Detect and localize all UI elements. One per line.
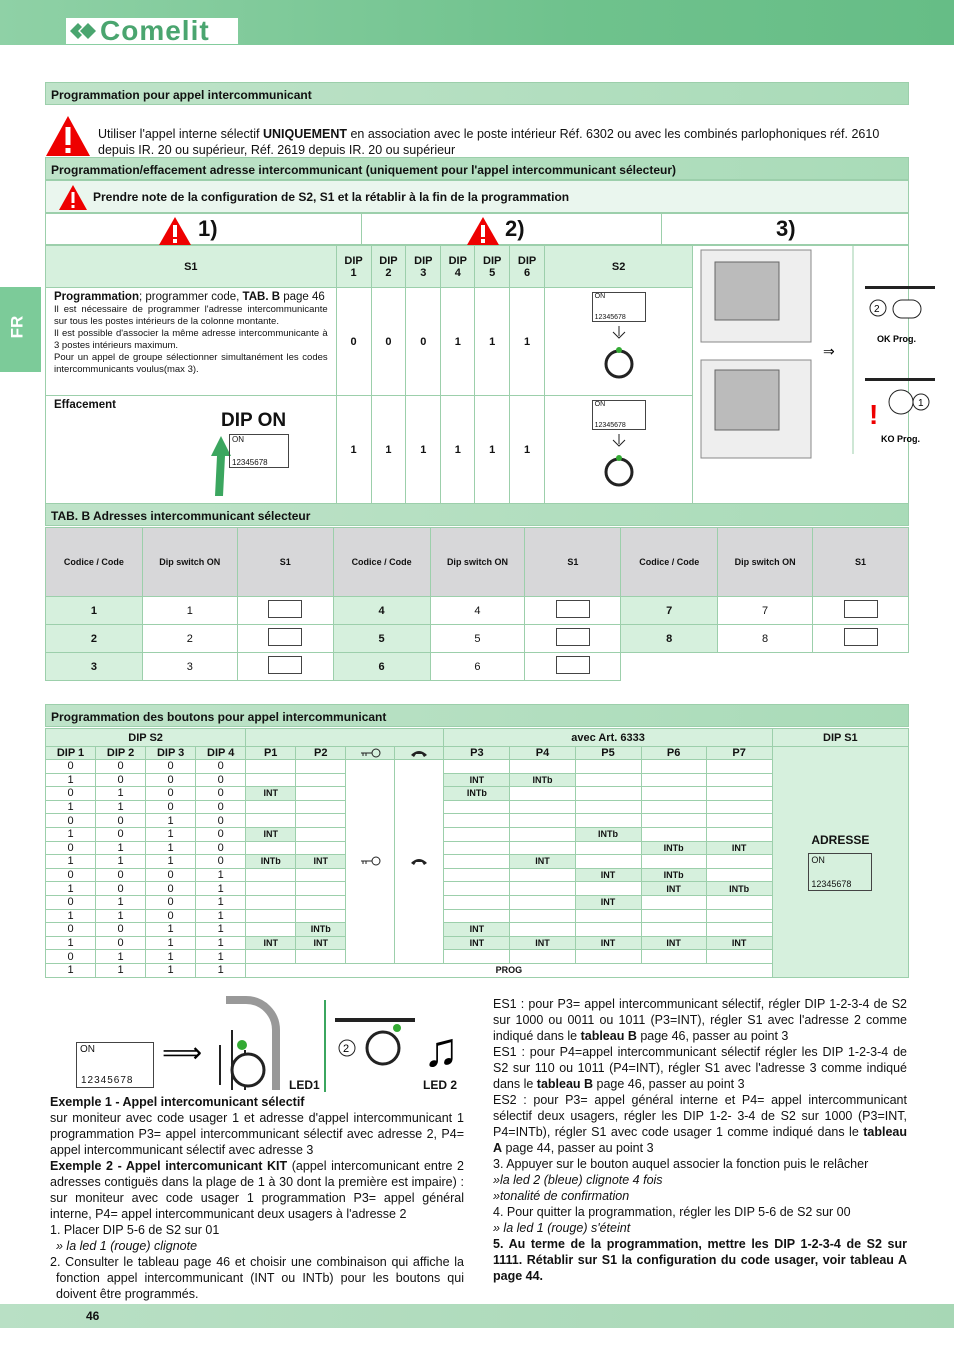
prog-description: Programmation; programmer code, TAB. B page 46 Il est nécessaire de programmer l'adresse intercommunicante sur tous les postes intérieurs de la colonne montante. Il est possible d'associer la même adresse intercommunicante à 3 postes intérieurs maximum. Pour un appel de groupe sélectionner simultanément les codes intercommunicants voulus(max 3). — [46, 288, 337, 396]
led-button-icon — [599, 432, 639, 492]
svg-text:!: ! — [869, 399, 879, 430]
step-3-label: 3) — [776, 216, 796, 241]
col-s1: S1 — [46, 246, 337, 288]
key-icon — [359, 856, 381, 866]
erase-description: Effacement DIP ON ON 12345678 — [46, 396, 337, 504]
dip-switch-illustration: ON 12345678 — [76, 1042, 154, 1088]
col-s2: S2 — [545, 246, 693, 288]
page-number: 46 — [86, 1309, 100, 1323]
warning-text: Utiliser l'appel interne sélectif UNIQUEMENT en association avec le poste intérieur Réf. 6302 ou avec les combinés parlophoniques réf. 2610 depuis IR. 20 ou supérieur, Réf. 2619 depuis IR. 20 ou supérieur — [98, 127, 880, 157]
language-tab: FR — [0, 287, 41, 372]
handset-icon — [408, 856, 430, 866]
s2-switch-illustration: ON 12345678 — [545, 288, 693, 396]
section-title: Programmation/effacement adresse intercommunicant (uniquement pour l'appel intercommunicant sélecteur) — [45, 157, 909, 180]
logo-mark-icon — [68, 20, 98, 42]
led2-label: LED 2 — [423, 1078, 458, 1092]
handset-icon — [408, 748, 430, 758]
svg-text:OK Prog.: OK Prog. — [877, 334, 917, 344]
dip-on-label: DIP ON — [221, 410, 287, 431]
step-2-label: 2) — [505, 216, 525, 241]
button-assignment-table: DIP S2 avec Art. 6333 DIP S1 DIP 1 DIP 2 DIP 3 DIP 4 P1 P2 P3 P4 P5 P6 P7 ADRESSE ON 12345678 0 0 0 0 1 0 0 0 INT INTb 0 1 0 0 INT INTb 1 1 0 0 0 0 1 0 1 0 1 0 INT INTb 0 1 1 0 INTb INT 1 1 1 0 INTb INT INT 0 0 0 1 INT INTb 1 0 0 1 INT INTb 0 1 0 1 INT 1 1 0 1 0 0 1 1 INTb INT 1 0 1 1 INT INT INT INT INT INT INT 0 1 1 1 1 1 1 1 PROG — [45, 728, 909, 978]
brand-name: Comelit — [100, 15, 210, 46]
warning-icon — [58, 184, 88, 211]
monitor-illustration — [693, 246, 924, 504]
instructions-text: ES1 : pour P3= appel intercommunicant sélectif, régler DIP 1-2-3-4 de S2 sur 1000 ou 0011 ou 1011 (P3=INT), régler S1 avec l'adresse 2 comme indiqué dans le tableau B page 46, passer au point 3 ES1 : pour P4=appel intercommunicant sélectif régler les DIP 1-2-3-4 de S2 sur 110 ou 1011 (P4=INT), régler S1 avec l'adresse 3 comme indiqué dans le tableau B page 46, passer au point 3 ES2 : pour P3= appel général interne et P4= appel intercommunicant sélectif deux usagers, régler les DIP 1-2- 3-4 de S2 sur 1000 (P3=INT, P4=INTb), régler S1 avec code usager 1 comme indiqué dans le tableau A page 44, passer au point 3 3. Appuyer sur le bouton auquel associer la fonction puis le relâcher »la led 2 (bleue) clignote 4 fois »tonalité de confirmation 4. Pour quitter la programmation, régler les DIP 5-6 de S2 sur 00 » la led 1 (rouge) s'éteint 5. Au terme de la programmation, mettre les DIP 1-2-3-4 de S2 sur 1111. Rétablir sur S1 la configuration du code usager, voir tableau A page 44. — [493, 997, 907, 1283]
tabb-title: TAB. B Adresses intercommunicant sélecteur — [45, 503, 909, 526]
svg-text:KO Prog.: KO Prog. — [881, 434, 921, 444]
svg-text:⟹: ⟹ — [162, 1037, 203, 1068]
led2-illustration — [335, 998, 465, 1078]
warning-icon — [466, 216, 500, 246]
svg-text:2: 2 — [874, 304, 880, 315]
programming-table: S1 DIP 1 DIP 2 DIP 3 DIP 4 DIP 5 DIP 6 S2 ⇒ 2 OK Prog. 1 ! KO Prog. Programmation; programmer code, TAB. B page 46 Il est nécessaire de programmer l'adresse intercommunicante sur tous les postes intérieurs de la colonne montante. Il est possible d'associer la même adresse intercommunicante à 3 postes intérieurs maximum. Pour un appel de groupe sélectionner simultanément les codes intercommunicants voulus(max 3). 0 0 0 1 1 1 ON 12345678 Effacement DIP ON ON 12345678 1 1 1 1 1 1 ON 12345678 — [45, 245, 909, 504]
svg-text:⇒: ⇒ — [823, 343, 835, 359]
s2-switch-illustration: ON 12345678 — [545, 396, 693, 504]
section-title: Programmation pour appel intercommunicant — [45, 82, 909, 105]
warning-icon — [44, 114, 92, 158]
key-icon — [359, 748, 381, 758]
section-title: Programmation des boutons pour appel intercommunicant — [45, 704, 909, 727]
svg-text:♫: ♫ — [423, 1024, 459, 1077]
monitor-drawing — [693, 204, 938, 444]
footer-band — [0, 1304, 954, 1328]
step-1-label: 1) — [198, 216, 218, 241]
brand-logo — [66, 15, 238, 46]
svg-text:2: 2 — [343, 1043, 350, 1055]
led1-label: LED1 — [289, 1078, 320, 1092]
svg-text:1: 1 — [918, 398, 924, 409]
examples-text: Exemple 1 - Appel intercomunicant sélectif sur moniteur avec code usager 1 et adresse d'appel intercommunicant 1 programmation P3= appel intercommunicant sélectif avec adresse 2, P4= appel intercommunicant sélectif avec adresse 3 Exemple 2 - Appel intercomunicant KIT (appel intercomunicant entre 2 adresses contiguës dans la plage de 1 à 30 dont la première est impaire) : sur moniteur avec code usager 1 programmation P3= appel général interne, P4= appel intercommunicant deux usagers à l'adresse 2 1. Placer DIP 5-6 de S2 sur 01 » la led 1 (rouge) clignote 2. Consulter le tableau page 46 et choisir une combinaison qui affiche la fonction appel intercommunicant (INT ou INTb) pour les boutons qui doivent être programmés. — [50, 1095, 464, 1301]
note-row: Prendre note de la configuration de S2, S1 et la rétablir à la fin de la programmation — [45, 180, 909, 213]
warning-icon — [158, 216, 192, 246]
tabb-table: Codice / Code Dip switch ON S1 Codice / Code Dip switch ON S1 Codice / Code Dip switch ON S1 1 1 4 4 7 7 2 2 5 5 8 8 3 3 6 6 — [45, 527, 909, 681]
led-button-icon — [599, 324, 639, 384]
